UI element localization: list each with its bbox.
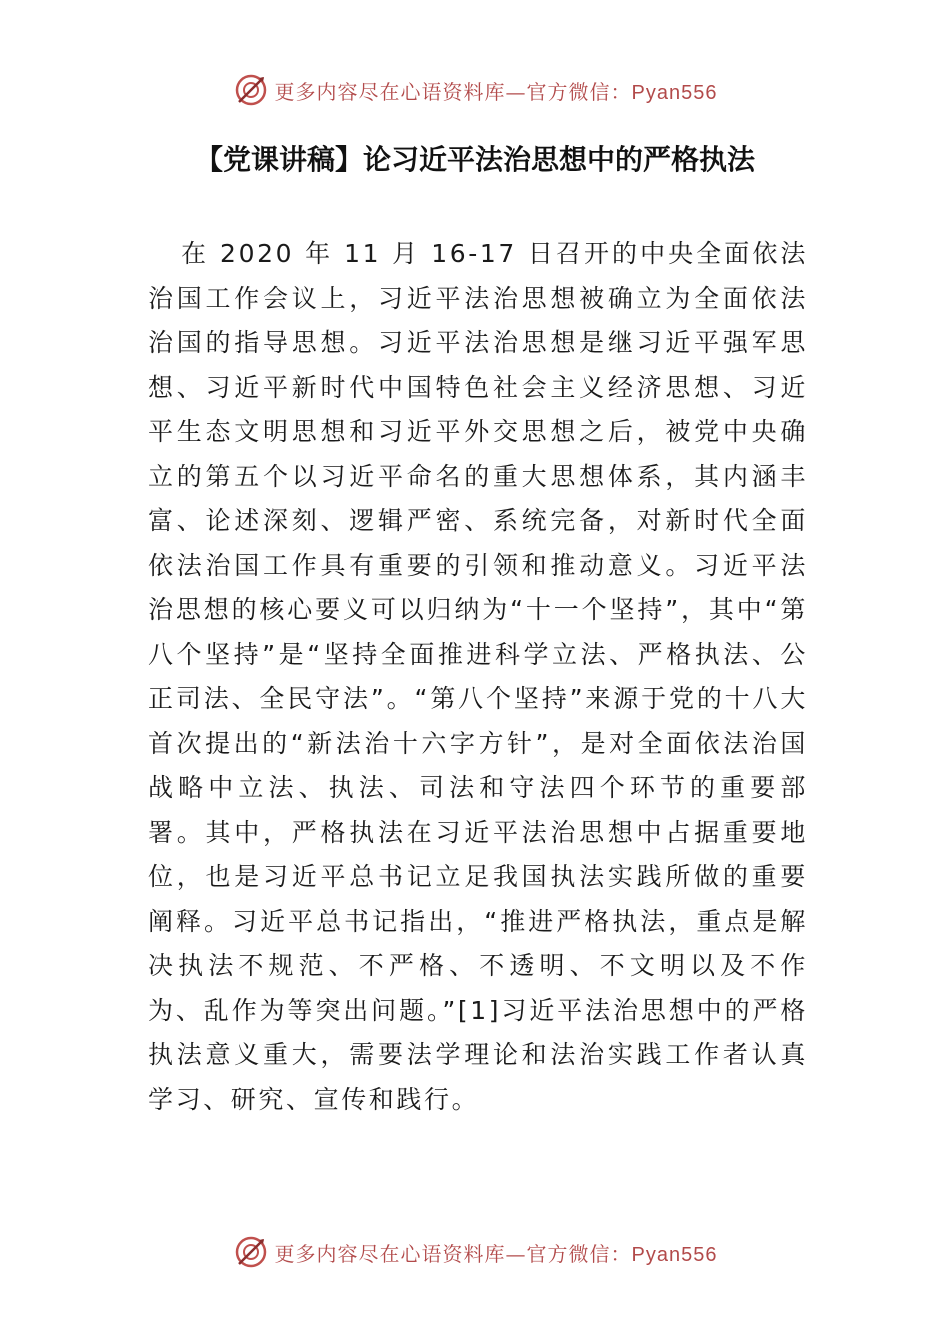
header-watermark [0, 72, 950, 108]
document-title: 【党课讲稿】论习近平法治思想中的严格执法 [194, 143, 755, 176]
logo-icon [233, 1234, 269, 1270]
watermark-text: 更多内容尽在心语资料库—官方微信：Pyan556 [274, 1241, 718, 1266]
watermark-text: 更多内容尽在心语资料库—官方微信：Pyan556 [274, 79, 718, 104]
body-paragraph: 在 2020 年 11 月 16-17 日召开的中央全面依法治国工作会议上，习近平法治思想被确立为全面依法治国的指导思想。习近平法治思想是继习近平强军思想、习近平新时代中国特色社会主义经济思想、习近平生态文明思想和习近平外交思想之后，被党中央确立的第五个以习近平命名的重大思想体系，其内涵丰富、论述深刻、逻辑严密、系统完备，对新时代全面依法治国工作具有重要的引领和推动意义。习近平法治思想的核心要义可以归纳为“十一个坚持”，其中“第八个坚持”是“坚持全面推进科学立法、严格执法、公正司法、全民守法”。“第八个坚持”来源于党的十八大首次提出的“新法治十六字方针”，是对全面依法治国战略中立法、执法、司法和守法四个环节的重要部署。其中，严格执法在习近平法治思想中占据重要地位，也是习近平总书记立足我国执法实践所做的重要阐释。习近平总书记指出，“推进严格执法，重点是解决执法不规范、不严格、不透明、不文明以及不作为、乱作为等突出问题。”[1]习近平法治思想中的严格执法意义重大，需要法学理论和法治实践工作者认真学习、研究、宣传和践行。 [148, 239, 808, 1114]
footer-watermark [0, 1234, 950, 1270]
logo-icon [233, 72, 269, 108]
